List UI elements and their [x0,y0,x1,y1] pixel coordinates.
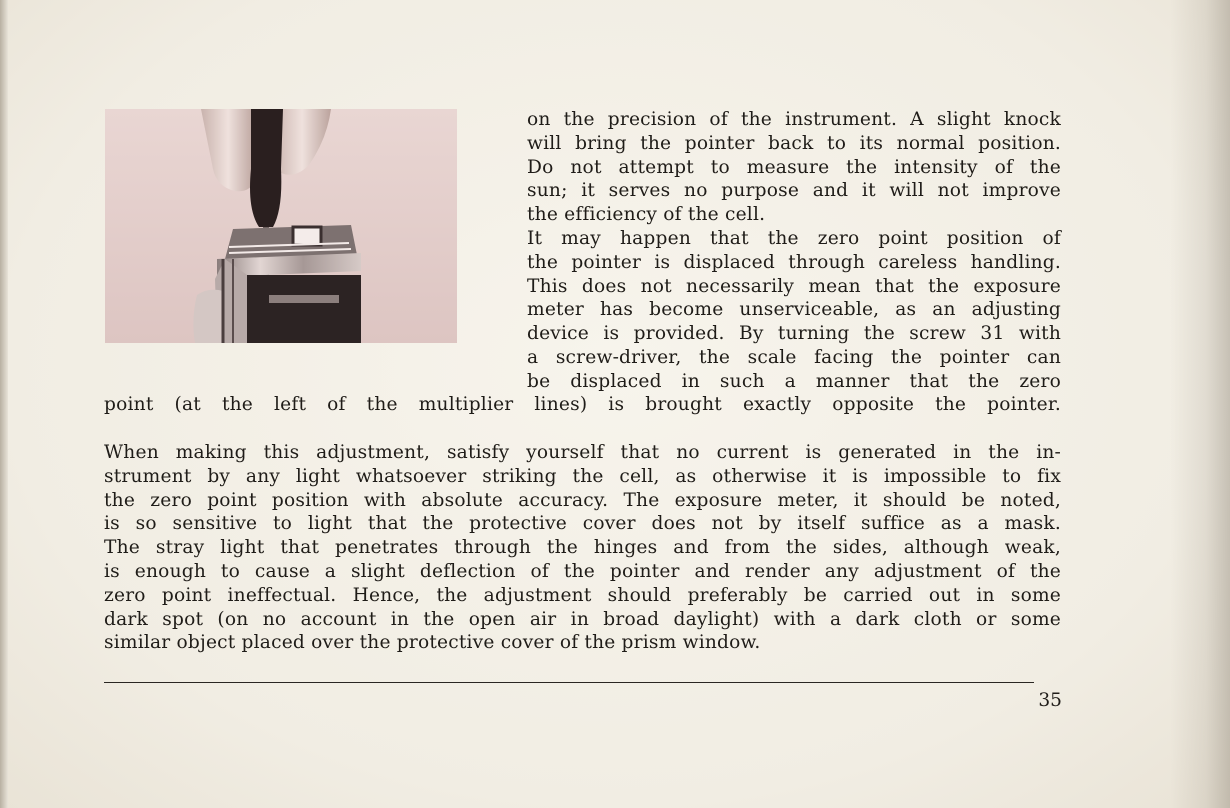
text-line: sun; it serves no purpose and it will not improve [527,180,1061,202]
text-line: be displaced in such a manner that the zero [527,370,1061,392]
text-line: The stray light that penetrates through the hinges and from the sides, although weak, [104,537,1061,559]
text-line: point (at the left of the multiplier lines) is brought exactly opposite the pointer. [104,394,1061,415]
main-paragraph [104,441,1061,655]
spanning-text-line [104,393,1061,417]
page-shadow-edge [1170,0,1230,808]
text-line: a screw-driver, the scale facing the pointer can [527,346,1061,368]
text-line: is so sensitive to light that the protective cover does not by itself suffice as a mask. [104,513,1061,535]
camera-adjustment-photo [105,109,457,343]
text-line: meter has become unserviceable, as an adjusting [527,299,1061,321]
text-line: strument by any light whatsoever striking the cell, as otherwise it is impossible to fix [104,465,1061,487]
text-line: This does not necessarily mean that the exposure [527,275,1061,297]
text-line: the pointer is displaced through careless handling. [527,251,1061,273]
page-number: 35 [1038,690,1062,711]
text-line: zero point ineffectual. Hence, the adjustment should preferably be carried out in some [104,584,1061,606]
text-line: is enough to cause a slight deflection of the pointer and render any adjustment of the [104,560,1061,582]
page-binding-edge [0,0,8,808]
text-line: the efficiency of the cell. [527,204,766,226]
text-line: dark spot (on no account in the open air in broad daylight) with a dark cloth or some [104,608,1061,630]
text-line: When making this adjustment, satisfy yourself that no current is generated in the in- [104,442,1061,463]
right-column-text [527,108,1061,394]
footer-rule [104,682,1034,683]
text-line: similar object placed over the protective cover of the prism window. [104,632,761,654]
text-line: Do not attempt to measure the intensity of the [527,156,1061,178]
text-line: device is provided. By turning the screw 31 with [527,323,1061,345]
text-line: will bring the pointer back to its normal position. [527,132,1061,154]
text-line: on the precision of the instrument. A slight knock [527,109,1061,130]
text-line: the zero point position with absolute accuracy. The exposure meter, it should be noted, [104,489,1061,511]
text-line: It may happen that the zero point position of [527,227,1061,249]
